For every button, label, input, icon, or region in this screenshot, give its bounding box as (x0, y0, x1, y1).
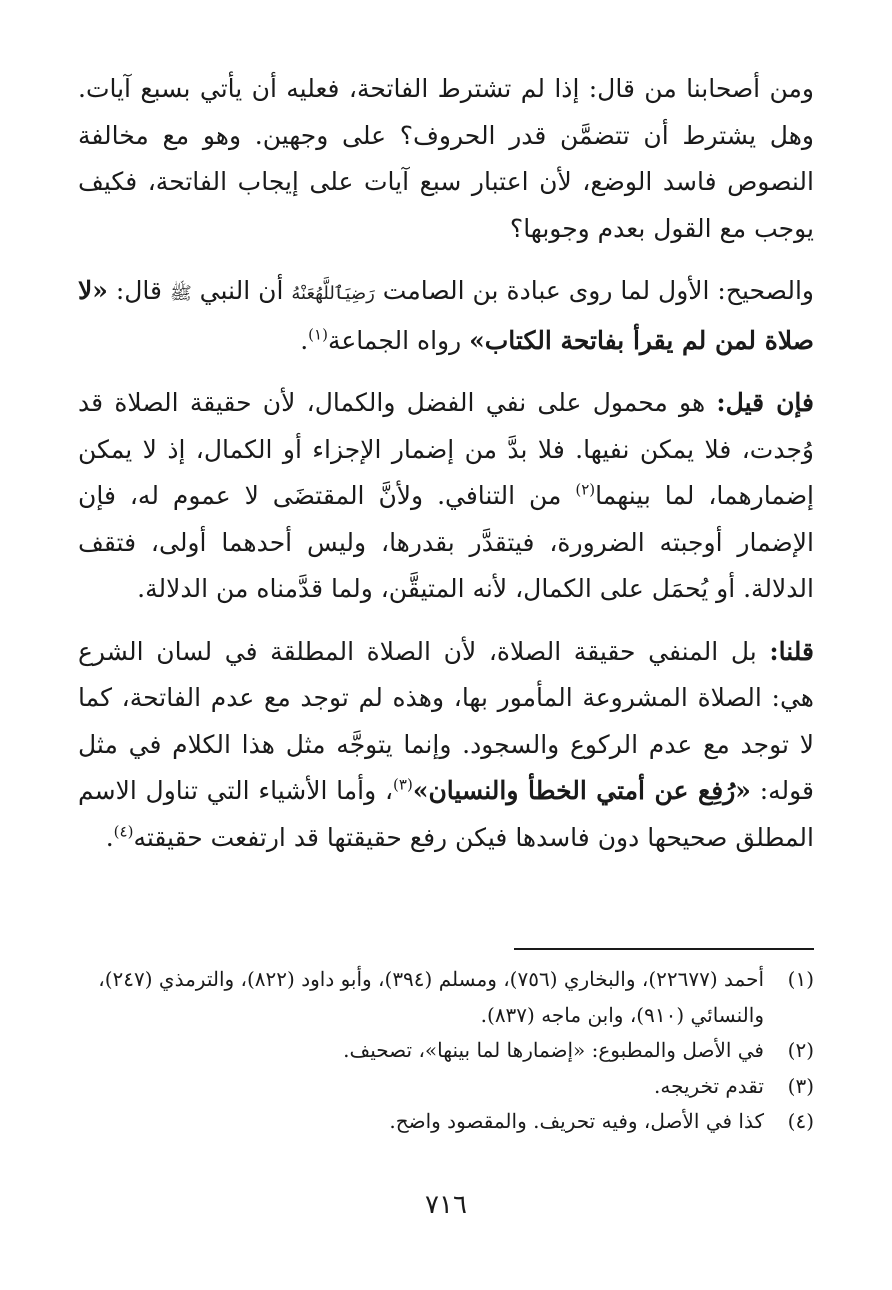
paragraph-2 (78, 268, 814, 364)
footnote-4-text: كذا في الأصل، وفيه تحريف. والمقصود واضح. (389, 1109, 764, 1133)
footnote-separator (514, 948, 814, 950)
paragraph-2-text-b: أن النبي (191, 276, 292, 305)
paragraph-1-text: ومن أصحابنا من قال: إذا لم تشترط الفاتحة، فعليه أن يأتي بسبع آيات. وهل يشترط أن تتضمَّن قدر الحروف؟ على وجهين. وهو مع مخالفة النصوص فاسد الوضع، لأن اعتبار سبع آيات على إيجاب الفاتحة، فكيف يوجب مع القول بعدم وجوبها؟ (78, 74, 814, 243)
footnotes (78, 962, 814, 1140)
footnote-2 (78, 1033, 814, 1069)
footnote-1 (78, 962, 814, 1033)
paragraph-2-text-c: قال: (107, 276, 170, 305)
paragraph-2-text-d: رواه الجماعة (327, 325, 470, 355)
footnote-3-number: (٣) (787, 1073, 814, 1098)
hadith-quote-1: «لا صلاة لمن لم يقرأ بفاتحة الكتاب» (78, 276, 814, 355)
main-text (78, 66, 814, 861)
footnote-ref-3[interactable]: (٣) (393, 775, 413, 794)
paragraph-3 (78, 380, 814, 613)
paragraph-4-text-b: ، وأما الأشياء التي تناول الاسم المطلق صحيحها دون فاسدها فيكن رفع حقيقتها قد ارتفعت حقيقته (78, 776, 814, 852)
footnote-ref-1[interactable]: (١) (308, 325, 328, 344)
footnote-ref-2[interactable]: (٢) (575, 480, 596, 499)
footnote-1-text: أحمد (٢٢٦٧٧)، والبخاري (٧٥٦)، ومسلم (٣٩٤)، وأبو داود (٨٢٢)، والترمذي (٢٤٧)، والنسائي (٩١٠)، وابن ماجه (٨٣٧). (98, 967, 764, 1027)
footnote-1-number: (١) (787, 967, 814, 991)
footnote-2-text: في الأصل والمطبوع: «إضمارها لما بينها»، تصحيف. (343, 1038, 764, 1062)
paragraph-3-text-b: من التنافي. ولأنَّ المقتضَى لا عموم له، فإن الإضمار أوجبته الضرورة، فيتقدَّر بقدرها، وليس أحدهما أولى، فتقف الدلالة. أو يُحمَل على الكمال، لأنه المتيقَّن، ولما قدَّمناه من الدلالة. (78, 481, 814, 603)
footnote-3 (78, 1069, 814, 1105)
paragraph-3-text-a: هو محمول على نفي الفضل والكمال، لأن حقيقة الصلاة قد وُجدت، فلا يمكن نفيها. فلا بدَّ من إضمار الإجزاء أو الكمال، إذ لا يمكن إضمارهما، لما بينهما (78, 388, 814, 510)
paragraph-2-text-a: والصحيح: الأول لما روى عبادة بن الصامت (374, 276, 814, 305)
paragraph-1 (78, 66, 814, 252)
hadith-quote-2: «رُفِع عن أمتي الخطأ والنسيان» (412, 776, 751, 805)
page-number: ٧١٦ (425, 1190, 467, 1220)
footnote-3-text: تقدم تخريجه. (654, 1073, 764, 1098)
reply-lead: قلنا: (769, 636, 814, 666)
paragraph-4 (78, 629, 814, 862)
honorific-salla: ﷺ (169, 283, 192, 304)
footnote-ref-4[interactable]: (٤) (113, 822, 134, 841)
objection-lead: فإن قيل: (716, 388, 815, 417)
paragraph-4-text-c: . (105, 822, 114, 852)
footnote-4-number: (٤) (787, 1109, 814, 1133)
paragraph-4-text-a: بل المنفي حقيقة الصلاة، لأن الصلاة المطلقة في لسان الشرع هي: الصلاة المشروعة المأمور بها، وهذه لم توجد مع عدم الفاتحة، كما لا توجد مع عدم الركوع والسجود. وإنما يتوجَّه مثل هذا الكلام في مثل قوله: (78, 636, 814, 805)
footnote-4 (78, 1104, 814, 1140)
honorific-radiya: رَضِيَٱللَّهُعَنْهُ (291, 283, 375, 304)
footnote-2-number: (٢) (787, 1038, 814, 1062)
paragraph-2-text-e: . (300, 325, 309, 355)
